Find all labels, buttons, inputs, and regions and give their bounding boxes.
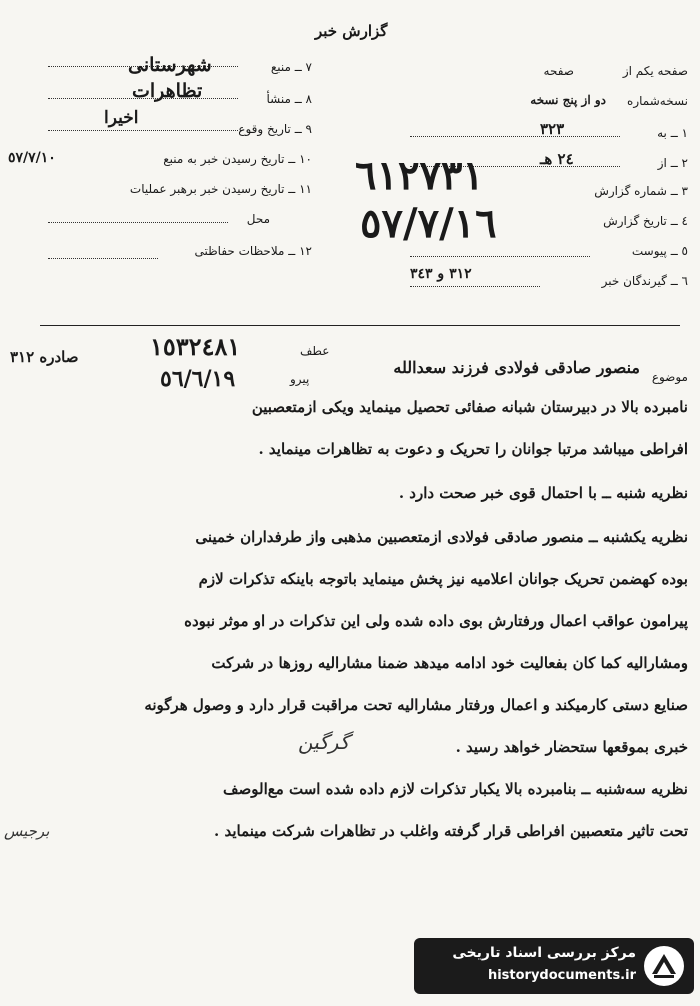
signature-gorgin: گرگین — [298, 730, 350, 754]
field-label: ١٠ ــ تاریخ رسیدن خبر به منبع — [163, 152, 312, 166]
body-line: افراطی میباشد مرتبا جوانان را تحریک و دعوت به تظاهرات مینماید . — [258, 440, 688, 458]
field-label: ١١ ــ تاریخ رسیدن خبر برهبر عملیات — [129, 182, 312, 196]
field-label: ٦ ــ گیرندگان خبر — [601, 274, 688, 288]
body-line: ومشارالیه کما کان بفعالیت خود ادامه میدهد ضمنا مشارالیه روزها در شرکت — [211, 654, 688, 672]
body-line: خبری بموقعها ستحضار خواهد رسید . — [455, 738, 688, 756]
field-label: ٤ ــ تاریخ گزارش — [603, 214, 688, 228]
page-title: گزارش خبر — [315, 22, 388, 40]
body-line: بوده کهضمن تحریک جوانان اعلامیه نیز پخش مینماید باتوجه باینکه تذکرات لازم — [198, 570, 688, 588]
reference-date: ٥٦/٦/١٩ — [160, 366, 236, 392]
handwritten-report-date: ٥٧/٧/١٦ — [360, 200, 497, 247]
field-value: صفحه — [543, 64, 574, 78]
field-value: شهرستانی — [128, 54, 212, 76]
body-line: نظریه شنبه ــ با احتمال قوی خبر صحت دارد . — [398, 484, 688, 502]
body-line: تحت تاثیر متعصبین افراطی قرار گرفته واغلب در تظاهرات شرکت مینماید . — [214, 822, 688, 840]
field-value: اخیرا — [104, 108, 139, 128]
field-value: ٣٢٣ — [540, 120, 565, 138]
reference-note: صادره ٣١٢ — [10, 348, 79, 366]
field-label: ١٢ ــ ملاحظات حفاظتی — [194, 244, 312, 258]
watermark-url: historydocuments.ir — [487, 968, 636, 983]
field-value: ٣١٢ و ٣٤٣ — [410, 266, 472, 282]
handwritten-report-number: ٦١٢٧٣١ — [355, 152, 484, 199]
field-label: صفحه یکم از — [622, 64, 688, 78]
field-label: ٩ ــ تاریخ وقوع — [238, 122, 312, 136]
subject-label: موضوع — [651, 370, 688, 384]
body-line: نظریه یکشنبه ــ منصور صادقی فولادی ازمتعصبین مذهبی واز طرفداران خمینی — [195, 528, 688, 546]
field-label: ٧ ــ منبع — [270, 60, 312, 74]
followup-label: پیرو — [290, 372, 310, 386]
watermark-name: مرکز بررسی اسناد تاریخی — [452, 945, 636, 961]
watermark-logo — [414, 938, 694, 994]
field-value: ٥٧/٧/١٠ — [8, 150, 56, 166]
body-line: پیرامون عواقب اعمال ورفتارش بوی داده شده ولی این تذکرات در او موثر نبوده — [184, 612, 688, 630]
reference-number: ١٥٣٢٤٨١ — [150, 332, 241, 361]
field-value: ٢٤ هـ — [540, 150, 574, 168]
field-value: تظاهرات — [132, 80, 203, 102]
field-label: ٢ ــ از — [657, 156, 688, 170]
field-label: ٣ ــ شماره گزارش — [594, 184, 688, 198]
field-value: دو از پنج نسخه — [530, 93, 606, 107]
section-divider — [40, 325, 680, 326]
field-label: محل — [246, 212, 270, 226]
body-line: صنایع دستی کارمیکند و اعمال ورفتار مشارالیه تحت مراقبت قرار دارد و وصول هرگونه — [144, 696, 688, 714]
reference-label: عطف — [300, 344, 330, 358]
signature-barjis: برجیس — [4, 822, 50, 840]
field-label: ١ ــ به — [657, 126, 688, 140]
field-label: نسخه‌شماره — [627, 94, 688, 108]
field-label: ٨ ــ منشأ — [266, 92, 312, 106]
archive-emblem-icon — [642, 944, 686, 988]
body-line: نامبرده بالا در دبیرستان شبانه صفائی تحصیل مینماید ویکی ازمتعصبین — [251, 398, 688, 416]
field-label: ٥ ــ پیوست — [631, 244, 688, 258]
body-line: نظریه سه‌شنبه ــ بنامبرده بالا یکبار تذکرات لازم داده شده است مع‌الوصف — [223, 780, 688, 798]
subject-text: منصور صادقی فولادی فرزند سعدالله — [393, 358, 640, 377]
